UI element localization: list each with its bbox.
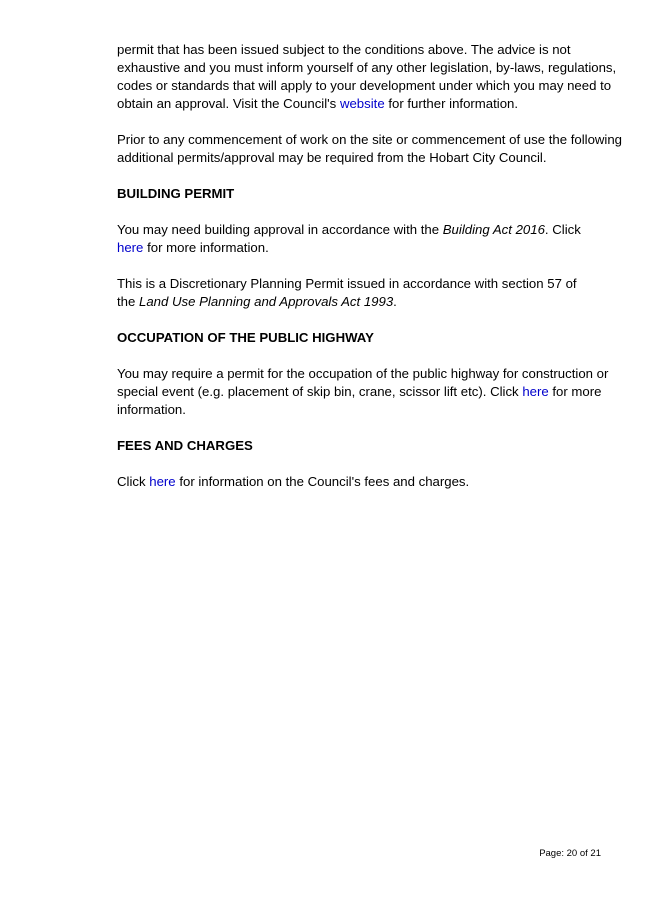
text-line: special event (e.g. placement of skip bin, crane, scissor lift etc). Click — [117, 384, 523, 399]
text-line: . — [393, 294, 397, 309]
building-paragraph — [117, 221, 607, 257]
text-line: for more information. — [143, 240, 269, 255]
text-line: the — [117, 294, 139, 309]
highway-paragraph — [117, 365, 607, 419]
text-line: for further information. — [384, 96, 519, 111]
building-permit-heading: BUILDING PERMIT — [117, 186, 235, 201]
fees-heading: FEES AND CHARGES — [117, 438, 253, 453]
act-title: Building Act 2016 — [442, 222, 545, 237]
building-here-link[interactable]: here — [117, 240, 144, 255]
text-line: obtain an approval. Visit the Council's — [117, 96, 340, 111]
permits-paragraph — [117, 131, 623, 167]
fees-here-link[interactable]: here — [149, 474, 176, 489]
text-line: for more — [548, 384, 602, 399]
text-line: permit that has been issued subject to the conditions above. The advice is not — [117, 42, 571, 57]
text-line: additional permits/approval may be required from the Hobart City Council. — [117, 150, 547, 165]
text-line: Click — [117, 474, 150, 489]
text-line: . Click — [544, 222, 581, 237]
highway-heading: OCCUPATION OF THE PUBLIC HIGHWAY — [117, 330, 374, 345]
act-title: Land Use Planning and Approvals Act 1993 — [139, 294, 394, 309]
fees-paragraph — [117, 473, 607, 491]
text-line: You may need building approval in accordance with the — [117, 222, 443, 237]
page-number: Page: 20 of 21 — [539, 848, 601, 859]
text-line: Prior to any commencement of work on the site or commencement of use the following — [117, 132, 623, 147]
text-line: for information on the Council's fees and charges. — [175, 474, 470, 489]
discretionary-paragraph — [117, 275, 607, 311]
text-line: This is a Discretionary Planning Permit issued in accordance with section 57 of — [117, 276, 577, 291]
website-link[interactable]: website — [339, 96, 385, 111]
text-line: codes or standards that will apply to your development under which you may need to — [117, 78, 612, 93]
document-body — [117, 41, 623, 509]
text-line: information. — [117, 402, 186, 417]
text-line: exhaustive and you must inform yourself of any other legislation, by-laws, regulations, — [117, 60, 617, 75]
advice-paragraph — [117, 41, 617, 113]
highway-here-link[interactable]: here — [522, 384, 549, 399]
text-line: You may require a permit for the occupation of the public highway for construction or — [117, 366, 609, 381]
